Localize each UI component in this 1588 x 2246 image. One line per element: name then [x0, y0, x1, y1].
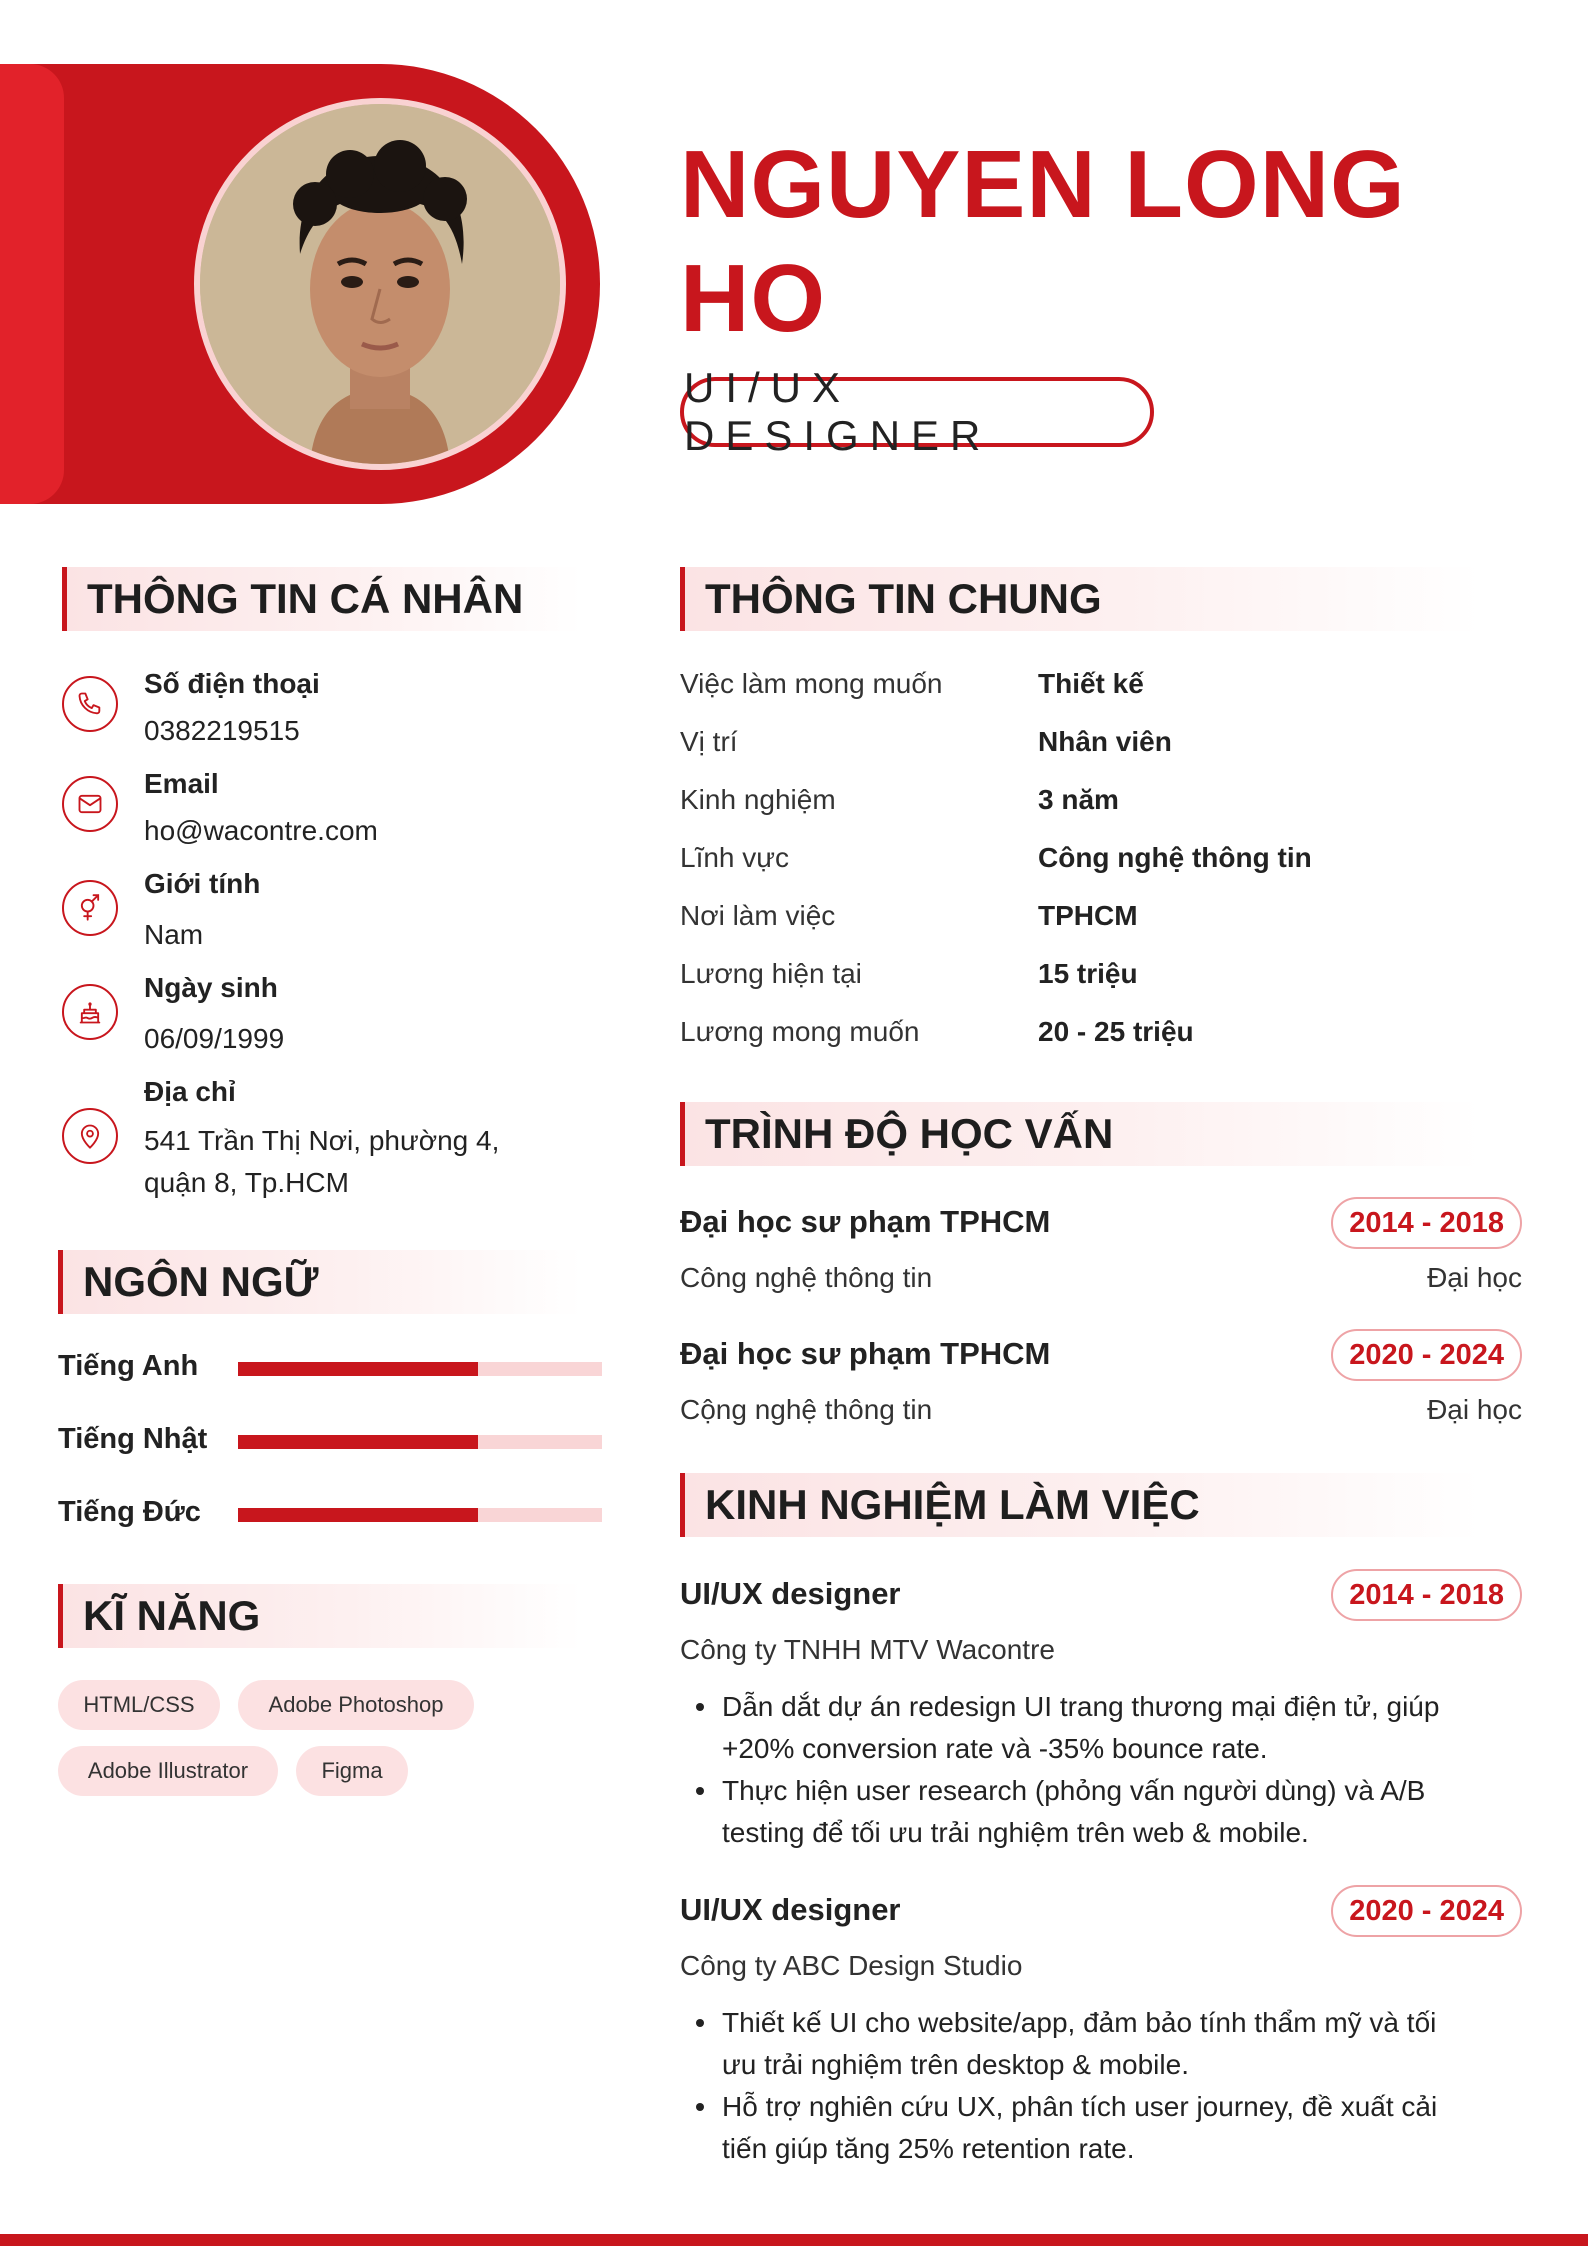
- general-info-value: 15 triệu: [1038, 958, 1138, 989]
- general-info-value: 20 - 25 triệu: [1038, 1016, 1194, 1047]
- general-info-label: Nơi làm việc: [680, 900, 836, 931]
- general-info-row: [680, 900, 1540, 940]
- section-heading-personal: THÔNG TIN CÁ NHÂN: [62, 567, 582, 631]
- education-major: Công nghệ thông tin: [680, 1262, 933, 1293]
- language-name: Tiếng Nhật: [58, 1423, 208, 1455]
- general-info-label: Lương hiện tại: [680, 958, 862, 989]
- general-info-row: [680, 668, 1540, 708]
- job-years-badge: 2014 - 2018: [1331, 1569, 1522, 1621]
- info-phone: [62, 668, 622, 748]
- education-years-badge: 2014 - 2018: [1331, 1197, 1522, 1249]
- skill-chip: Adobe Illustrator: [58, 1746, 278, 1796]
- info-birthday: [62, 972, 622, 1056]
- name-line-2: HO: [680, 245, 826, 352]
- list-item: [680, 2002, 1540, 2086]
- job-achievements-list: [680, 1686, 1540, 1854]
- general-info-row: [680, 784, 1540, 824]
- general-info-label: Vị trí: [680, 726, 738, 757]
- address-line-2: quận 8, Tp.HCM: [144, 1167, 349, 1198]
- general-info-row: [680, 1016, 1540, 1056]
- education-school: Đại học sư phạm TPHCM: [680, 1336, 1051, 1371]
- portrait-illustration: [200, 104, 560, 464]
- language-row: [58, 1421, 602, 1461]
- job-company: Công ty ABC Design Studio: [680, 1950, 1023, 1981]
- language-row: [58, 1348, 602, 1388]
- general-info-row: [680, 842, 1540, 882]
- language-level-track: [238, 1362, 602, 1376]
- header-accent-strip: [0, 64, 64, 504]
- job-company: Công ty TNHH MTV Wacontre: [680, 1634, 1055, 1665]
- bullet-line: Hỗ trợ nghiên cứu UX, phân tích user journey, đề xuất cải: [722, 2091, 1438, 2122]
- address-line-1: 541 Trần Thị Nơi, phường 4,: [144, 1125, 500, 1156]
- list-item: [680, 1686, 1540, 1770]
- skill-chip: Adobe Photoshop: [238, 1680, 474, 1730]
- location-pin-icon: [62, 1108, 118, 1164]
- general-info-row: [680, 726, 1540, 766]
- info-value: 06/09/1999: [144, 1023, 285, 1054]
- bullet-line: Thực hiện user research (phỏng vấn người dùng) và A/B: [722, 1775, 1426, 1806]
- list-item: [680, 2086, 1540, 2170]
- bullet-line: +20% conversion rate và -35% bounce rate.: [722, 1733, 1268, 1764]
- section-heading-skills: KĨ NĂNG: [58, 1584, 582, 1648]
- footer-bar: [0, 2234, 1588, 2246]
- education-major: Cộng nghệ thông tin: [680, 1394, 933, 1425]
- general-info-value: Thiết kế: [1038, 668, 1144, 699]
- info-value: ho@wacontre.com: [144, 815, 378, 846]
- language-level-track: [238, 1508, 602, 1522]
- list-item: [680, 1770, 1540, 1854]
- language-name: Tiếng Đức: [58, 1496, 201, 1528]
- cake-icon: [62, 984, 118, 1040]
- general-info-row: [680, 958, 1540, 998]
- profile-photo: [194, 98, 566, 470]
- job-title: UI/UX designer: [680, 1892, 901, 1927]
- job-achievements-list: [680, 2002, 1540, 2170]
- info-address: [62, 1076, 622, 1206]
- general-info-value: 3 năm: [1038, 784, 1119, 815]
- candidate-name: [680, 128, 1540, 356]
- job-title: UI/UX designer: [680, 1576, 901, 1611]
- bullet-line: tiến giúp tăng 25% retention rate.: [722, 2133, 1135, 2164]
- info-value: 0382219515: [144, 715, 300, 746]
- education-school: Đại học sư phạm TPHCM: [680, 1204, 1051, 1239]
- language-name: Tiếng Anh: [58, 1350, 199, 1382]
- section-heading-experience: KINH NGHIỆM LÀM VIỆC: [680, 1473, 1480, 1537]
- general-info-label: Việc làm mong muốn: [680, 668, 943, 699]
- section-heading-general: THÔNG TIN CHUNG: [680, 567, 1480, 631]
- info-label: Địa chỉ: [144, 1076, 236, 1107]
- info-label: Giới tính: [144, 868, 261, 899]
- info-value: Nam: [144, 919, 204, 950]
- bullet-line: testing để tối ưu trải nghiệm trên web & mobile.: [722, 1817, 1309, 1848]
- info-label: Email: [144, 768, 219, 799]
- general-info-label: Lĩnh vực: [680, 842, 790, 873]
- general-info-value: TPHCM: [1038, 900, 1138, 931]
- language-level-fill: [238, 1435, 478, 1449]
- general-info-label: Lương mong muốn: [680, 1016, 920, 1047]
- job-title-badge: UI/UX DESIGNER: [680, 377, 1154, 447]
- skill-chip: HTML/CSS: [58, 1680, 220, 1730]
- bullet-line: Thiết kế UI cho website/app, đảm bảo tính thẩm mỹ và tối: [722, 2007, 1437, 2038]
- education-years-badge: 2020 - 2024: [1331, 1329, 1522, 1381]
- info-value: [144, 1120, 614, 1204]
- section-heading-education: TRÌNH ĐỘ HỌC VẤN: [680, 1102, 1480, 1166]
- general-info-value: Nhân viên: [1038, 726, 1172, 757]
- education-degree: Đại học: [1427, 1394, 1522, 1425]
- general-info-value: Công nghệ thông tin: [1038, 842, 1312, 873]
- gender-icon: [62, 880, 118, 936]
- phone-icon: [62, 676, 118, 732]
- info-email: [62, 768, 622, 848]
- general-info-label: Kinh nghiệm: [680, 784, 836, 815]
- education-degree: Đại học: [1427, 1262, 1522, 1293]
- info-label: Ngày sinh: [144, 972, 278, 1003]
- bullet-line: Dẫn dắt dự án redesign UI trang thương mại điện tử, giúp: [722, 1691, 1440, 1722]
- language-level-fill: [238, 1362, 478, 1376]
- language-level-track: [238, 1435, 602, 1449]
- mail-icon: [62, 776, 118, 832]
- skill-chip: Figma: [296, 1746, 408, 1796]
- info-gender: [62, 868, 622, 952]
- section-heading-languages: NGÔN NGỮ: [58, 1250, 582, 1314]
- bullet-line: ưu trải nghiệm trên desktop & mobile.: [722, 2049, 1189, 2080]
- job-years-badge: 2020 - 2024: [1331, 1885, 1522, 1937]
- name-line-1: NGUYEN LONG: [680, 131, 1406, 238]
- language-row: [58, 1494, 602, 1534]
- language-level-fill: [238, 1508, 478, 1522]
- info-label: Số điện thoại: [144, 668, 320, 699]
